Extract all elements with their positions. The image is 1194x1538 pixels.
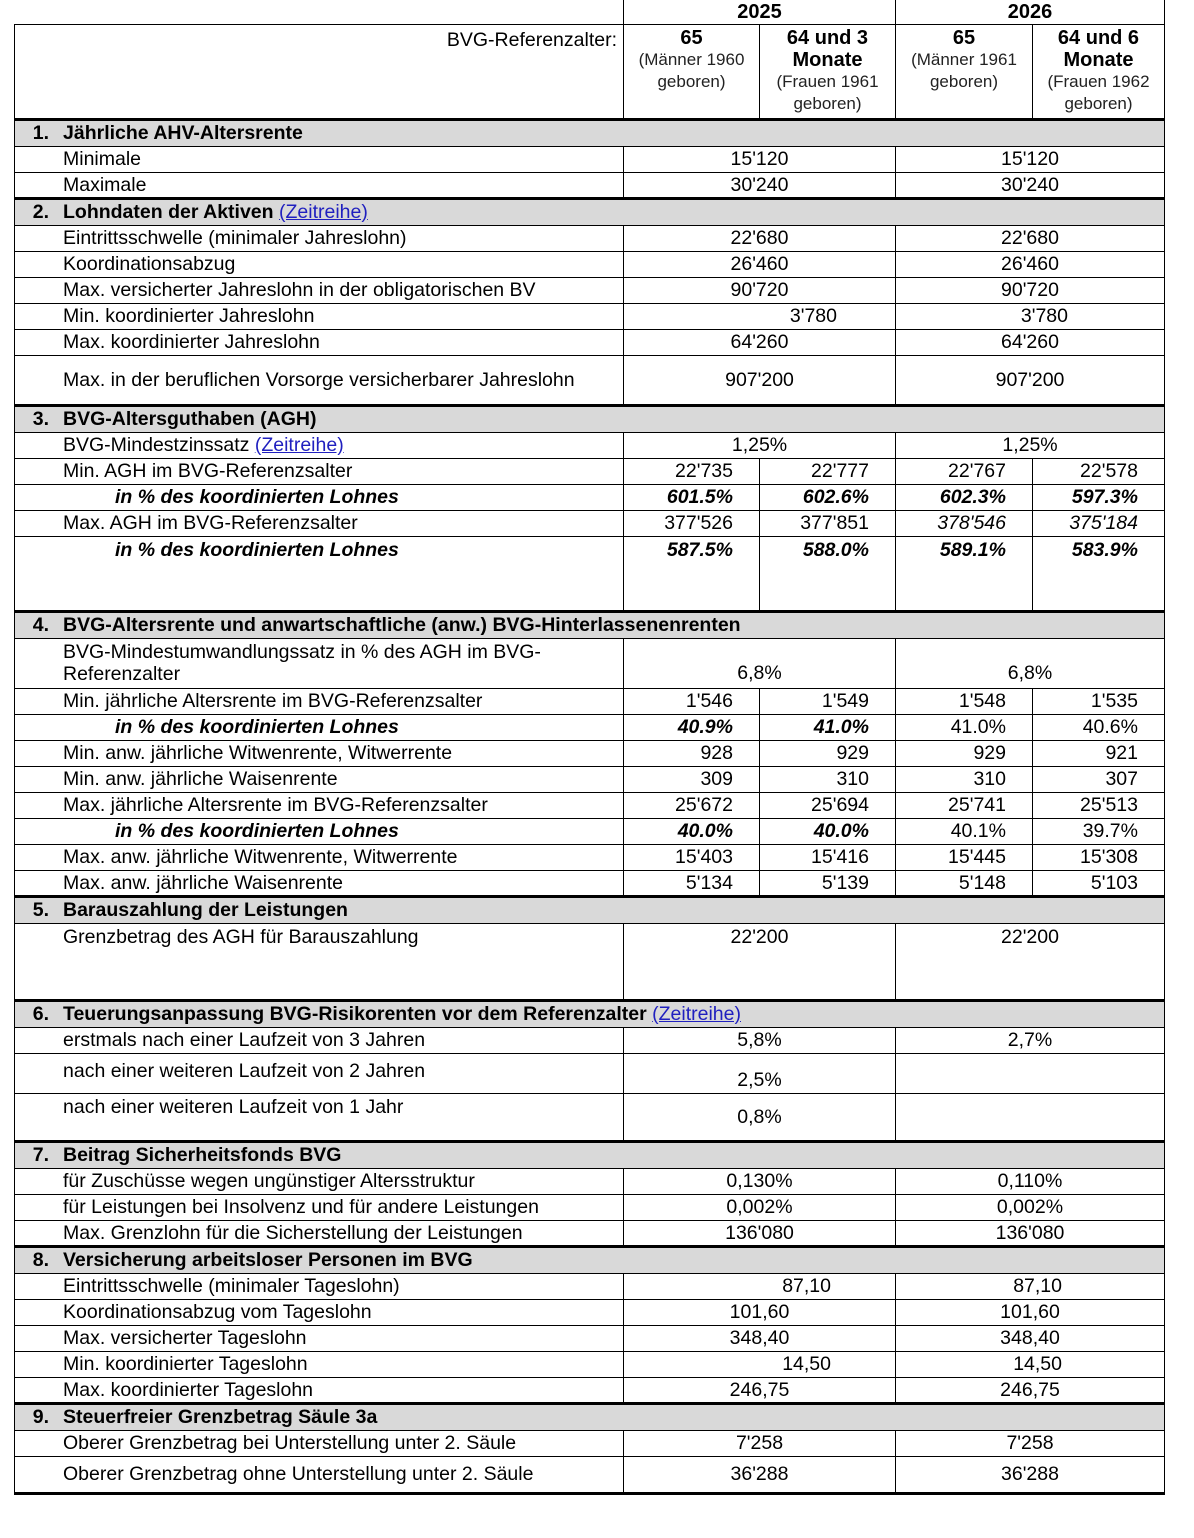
- value-cell: 1'546: [624, 688, 760, 714]
- value-cell: [15, 1246, 1165, 1273]
- zeitreihe-link-zinssatz[interactable]: (Zeitreihe): [254, 434, 344, 456]
- value-cell: 40.9%: [624, 714, 760, 740]
- value-cell: [15, 1141, 1165, 1168]
- value-cell: 25'741: [896, 792, 1033, 818]
- value-cell: 6,8%: [624, 638, 896, 688]
- table-row: [15, 458, 1165, 484]
- value-cell: 1'549: [760, 688, 896, 714]
- value-cell: 2,7%: [896, 1027, 1165, 1053]
- value-cell: [896, 1053, 1165, 1093]
- value-cell: 377'526: [624, 510, 760, 536]
- row-label: Min. jährliche Altersrente im BVG-Referenzsalter: [15, 688, 624, 714]
- value-cell: 0,002%: [896, 1194, 1165, 1220]
- value-cell: 5'148: [896, 870, 1033, 896]
- table-row: [15, 1093, 1165, 1141]
- table-row: [15, 870, 1165, 896]
- value-cell: 3'780: [896, 303, 1165, 329]
- value-cell: 36'288: [896, 1456, 1165, 1493]
- value-cell: 309: [624, 766, 760, 792]
- row-label: Max. anw. jährliche Waisenrente: [15, 870, 624, 896]
- row-label: für Leistungen bei Insolvenz und für andere Leistungen: [15, 1194, 624, 1220]
- value-cell: 583.9%: [1033, 536, 1165, 611]
- value-cell: 22'578: [1033, 458, 1165, 484]
- value-cell: [15, 119, 1165, 146]
- value-cell: 25'513: [1033, 792, 1165, 818]
- section-3-title: BVG-Altersguthaben (AGH): [63, 408, 317, 430]
- value-cell: 15'308: [1033, 844, 1165, 870]
- table-row: [15, 792, 1165, 818]
- section-6-title: Teuerungsanpassung BVG-Risikorenten vor dem Referenzalter: [63, 1003, 647, 1025]
- table-row: [15, 225, 1165, 251]
- row-label: Grenzbetrag des AGH für Barauszahlung: [15, 923, 624, 1000]
- value-cell: 5'134: [624, 870, 760, 896]
- table-row: [15, 1027, 1165, 1053]
- section-1-title: Jährliche AHV-Altersrente: [63, 122, 303, 144]
- value-cell: 90'720: [624, 277, 896, 303]
- section-3-header: [15, 405, 1165, 432]
- row-label: Min. anw. jährliche Witwenrente, Witwerrente: [15, 740, 624, 766]
- value-cell: 26'460: [624, 251, 896, 277]
- section-8-header: [15, 1246, 1165, 1273]
- value-cell: 15'445: [896, 844, 1033, 870]
- value-cell: 22'200: [896, 923, 1165, 1000]
- table-row: [15, 844, 1165, 870]
- table-row: [15, 484, 1165, 510]
- value-cell: 307: [1033, 766, 1165, 792]
- value-cell: 377'851: [760, 510, 896, 536]
- value-cell: 588.0%: [760, 536, 896, 611]
- value-cell: 0,110%: [896, 1168, 1165, 1194]
- section-9-header: [15, 1403, 1165, 1430]
- table-row: [15, 1053, 1165, 1093]
- value-cell: 601.5%: [624, 484, 760, 510]
- row-label: Max. in der beruflichen Vorsorge versicherbarer Jahreslohn: [15, 355, 624, 405]
- value-cell: 907'200: [896, 355, 1165, 405]
- row-label: Koordinationsabzug vom Tageslohn: [15, 1299, 624, 1325]
- value-cell: 1,25%: [624, 432, 896, 458]
- row-label: Min. koordinierter Jahreslohn: [15, 303, 624, 329]
- value-cell: 587.5%: [624, 536, 760, 611]
- value-cell: 41.0%: [760, 714, 896, 740]
- value-cell: 378'546: [896, 510, 1033, 536]
- value-cell: 15'120: [896, 146, 1165, 172]
- table-row: [15, 1377, 1165, 1403]
- row-label: Eintrittsschwelle (minimaler Jahreslohn): [15, 225, 624, 251]
- row-label: Max. koordinierter Jahreslohn: [15, 329, 624, 355]
- table-row: [15, 251, 1165, 277]
- row-label: Oberer Grenzbetrag ohne Unterstellung unter 2. Säule: [15, 1456, 624, 1493]
- table-row: [15, 1273, 1165, 1299]
- value-cell: 602.6%: [760, 484, 896, 510]
- section-number: 8.: [32, 1249, 49, 1271]
- value-cell: 22'735: [624, 458, 760, 484]
- row-label: Maximale: [15, 172, 624, 198]
- value-cell: 921: [1033, 740, 1165, 766]
- table-row: [15, 1194, 1165, 1220]
- row-label: Koordinationsabzug: [15, 251, 624, 277]
- table-row: [15, 638, 1165, 688]
- value-cell: 36'288: [624, 1456, 896, 1493]
- value-cell: [896, 1093, 1165, 1141]
- value-cell: 136'080: [624, 1220, 896, 1246]
- section-number: 7.: [32, 1144, 49, 1166]
- section-8-title: Versicherung arbeitsloser Personen im BVG: [63, 1249, 473, 1271]
- table-row: [15, 146, 1165, 172]
- row-label: in % des koordinierten Lohnes: [15, 536, 624, 611]
- value-cell: 5,8%: [624, 1027, 896, 1053]
- row-label: in % des koordinierten Lohnes: [15, 714, 624, 740]
- section-2-title: Lohndaten der Aktiven: [63, 201, 274, 223]
- table-row: [15, 1325, 1165, 1351]
- value-cell: 6,8%: [896, 638, 1165, 688]
- section-6-header: [15, 1000, 1165, 1027]
- row-label: BVG-Mindestzinssatz (Zeitreihe): [15, 432, 624, 458]
- value-cell: 14,50: [624, 1351, 896, 1377]
- row-label: Max. versicherter Jahreslohn in der obligatorischen BV: [15, 277, 624, 303]
- value-cell: [15, 611, 1165, 638]
- value-cell: 30'240: [896, 172, 1165, 198]
- table-row: [15, 1456, 1165, 1493]
- row-label: Max. AGH im BVG-Referenzsalter: [15, 510, 624, 536]
- value-cell: 5'103: [1033, 870, 1165, 896]
- section-4-header: [15, 611, 1165, 638]
- year-2026: 2026: [896, 0, 1165, 24]
- row-label: Min. koordinierter Tageslohn: [15, 1351, 624, 1377]
- value-cell: 3'780: [624, 303, 896, 329]
- value-cell: 22'777: [760, 458, 896, 484]
- ref-col-2025-men: 65 (Männer 1960 geboren): [624, 24, 760, 119]
- value-cell: 30'240: [624, 172, 896, 198]
- table-row: [15, 536, 1165, 611]
- value-cell: 246,75: [624, 1377, 896, 1403]
- value-cell: 22'680: [624, 225, 896, 251]
- table-row: [15, 329, 1165, 355]
- section-number: 6.: [32, 1003, 49, 1025]
- ref-col-2026-women: 64 und 6 Monate (Frauen 1962 geboren): [1033, 24, 1165, 119]
- value-cell: 929: [896, 740, 1033, 766]
- value-cell: 1'535: [1033, 688, 1165, 714]
- row-label: nach einer weiteren Laufzeit von 2 Jahren: [15, 1053, 624, 1093]
- empty-corner: [15, 0, 624, 24]
- section-number: 4.: [32, 614, 49, 636]
- table-row: [15, 1299, 1165, 1325]
- row-label: nach einer weiteren Laufzeit von 1 Jahr: [15, 1093, 624, 1141]
- ref-age-row: [15, 24, 1165, 119]
- value-cell: 907'200: [624, 355, 896, 405]
- value-cell: 25'672: [624, 792, 760, 818]
- value-cell: 136'080: [896, 1220, 1165, 1246]
- value-cell: 929: [760, 740, 896, 766]
- table-row: [15, 1351, 1165, 1377]
- row-label: für Zuschüsse wegen ungünstiger Altersstruktur: [15, 1168, 624, 1194]
- bvg-table: [14, 0, 1165, 1495]
- row-label: Max. versicherter Tageslohn: [15, 1325, 624, 1351]
- value-cell: 348,40: [624, 1325, 896, 1351]
- value-cell: 597.3%: [1033, 484, 1165, 510]
- value-cell: 0,002%: [624, 1194, 896, 1220]
- table-row: [15, 688, 1165, 714]
- row-label: BVG-Mindestumwandlungssatz in % des AGH im BVG-Referenzalter: [15, 638, 624, 688]
- table-row: [15, 766, 1165, 792]
- value-cell: [15, 405, 1165, 432]
- value-cell: 25'694: [760, 792, 896, 818]
- value-cell: 90'720: [896, 277, 1165, 303]
- value-cell: 101,60: [896, 1299, 1165, 1325]
- value-cell: [15, 198, 1165, 225]
- value-cell: 7'258: [624, 1430, 896, 1456]
- value-cell: 15'403: [624, 844, 760, 870]
- zeitreihe-link-lohndaten[interactable]: (Zeitreihe): [278, 201, 368, 223]
- value-cell: 1,25%: [896, 432, 1165, 458]
- table-row: [15, 355, 1165, 405]
- value-cell: 589.1%: [896, 536, 1033, 611]
- value-cell: 22'680: [896, 225, 1165, 251]
- value-cell: 246,75: [896, 1377, 1165, 1403]
- value-cell: 22'767: [896, 458, 1033, 484]
- section-2-header: [15, 198, 1165, 225]
- row-label: Max. jährliche Altersrente im BVG-Referenzsalter: [15, 792, 624, 818]
- section-number: 1.: [32, 122, 49, 144]
- ref-col-2026-men: 65 (Männer 1961 geboren): [896, 24, 1033, 119]
- row-label: Max. Grenzlohn für die Sicherstellung der Leistungen: [15, 1220, 624, 1246]
- table-row: [15, 510, 1165, 536]
- table-row: [15, 172, 1165, 198]
- value-cell: 14,50: [896, 1351, 1165, 1377]
- value-cell: 40.1%: [896, 818, 1033, 844]
- value-cell: 101,60: [624, 1299, 896, 1325]
- table-row: [15, 1430, 1165, 1456]
- section-1-header: [15, 119, 1165, 146]
- section-number: 3.: [32, 408, 49, 430]
- year-header-row: [15, 0, 1165, 24]
- value-cell: 87,10: [624, 1273, 896, 1299]
- value-cell: 40.6%: [1033, 714, 1165, 740]
- value-cell: 87,10: [896, 1273, 1165, 1299]
- zeitreihe-link-teuerung[interactable]: (Zeitreihe): [652, 1003, 741, 1025]
- section-5-header: [15, 896, 1165, 923]
- value-cell: 41.0%: [896, 714, 1033, 740]
- ref-age-label: BVG-Referenzalter:: [15, 24, 624, 119]
- table-row: [15, 432, 1165, 458]
- table-row: [15, 818, 1165, 844]
- table-row: [15, 1220, 1165, 1246]
- value-cell: 310: [896, 766, 1033, 792]
- value-cell: 64'260: [896, 329, 1165, 355]
- value-cell: 40.0%: [760, 818, 896, 844]
- value-cell: 928: [624, 740, 760, 766]
- ref-col-2025-women: 64 und 3 Monate (Frauen 1961 geboren): [760, 24, 896, 119]
- row-label: erstmals nach einer Laufzeit von 3 Jahren: [15, 1027, 624, 1053]
- table-row: [15, 923, 1165, 1000]
- row-label: Max. koordinierter Tageslohn: [15, 1377, 624, 1403]
- value-cell: 1'548: [896, 688, 1033, 714]
- table-row: [15, 1168, 1165, 1194]
- value-cell: 2,5%: [624, 1053, 896, 1093]
- value-cell: 0,130%: [624, 1168, 896, 1194]
- row-label: Eintrittsschwelle (minimaler Tageslohn): [15, 1273, 624, 1299]
- value-cell: 375'184: [1033, 510, 1165, 536]
- section-5-title: Barauszahlung der Leistungen: [63, 899, 348, 921]
- row-label: Min. AGH im BVG-Referenzsalter: [15, 458, 624, 484]
- value-cell: 26'460: [896, 251, 1165, 277]
- row-label: Oberer Grenzbetrag bei Unterstellung unter 2. Säule: [15, 1430, 624, 1456]
- table-row: [15, 740, 1165, 766]
- value-cell: 15'416: [760, 844, 896, 870]
- value-cell: [15, 1403, 1165, 1430]
- row-label: in % des koordinierten Lohnes: [15, 818, 624, 844]
- value-cell: 15'120: [624, 146, 896, 172]
- year-2025: 2025: [624, 0, 896, 24]
- section-number: 9.: [32, 1406, 49, 1428]
- table-row: [15, 714, 1165, 740]
- value-cell: 5'139: [760, 870, 896, 896]
- value-cell: 0,8%: [624, 1093, 896, 1141]
- table-row: [15, 303, 1165, 329]
- value-cell: 39.7%: [1033, 818, 1165, 844]
- row-label: in % des koordinierten Lohnes: [15, 484, 624, 510]
- table-row: [15, 277, 1165, 303]
- value-cell: 602.3%: [896, 484, 1033, 510]
- value-cell: 64'260: [624, 329, 896, 355]
- value-cell: 7'258: [896, 1430, 1165, 1456]
- value-cell: 40.0%: [624, 818, 760, 844]
- section-number: 2.: [32, 201, 49, 223]
- section-9-title: Steuerfreier Grenzbetrag Säule 3a: [63, 1406, 378, 1428]
- row-label: Minimale: [15, 146, 624, 172]
- section-4-title: BVG-Altersrente und anwartschaftliche (anw.) BVG-Hinterlassenenrenten: [63, 614, 741, 636]
- section-7-header: [15, 1141, 1165, 1168]
- value-cell: [15, 1000, 1165, 1027]
- section-7-title: Beitrag Sicherheitsfonds BVG: [63, 1144, 342, 1166]
- value-cell: 310: [760, 766, 896, 792]
- section-number: 5.: [32, 899, 49, 921]
- value-cell: [15, 896, 1165, 923]
- row-label: Max. anw. jährliche Witwenrente, Witwerrente: [15, 844, 624, 870]
- value-cell: 22'200: [624, 923, 896, 1000]
- value-cell: 348,40: [896, 1325, 1165, 1351]
- row-label: Min. anw. jährliche Waisenrente: [15, 766, 624, 792]
